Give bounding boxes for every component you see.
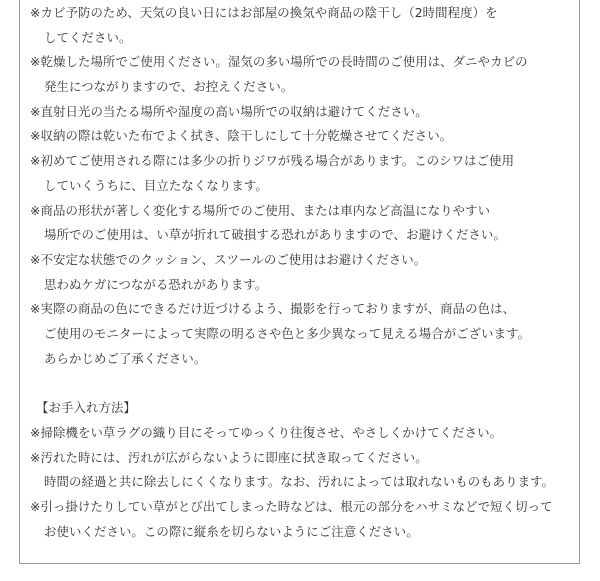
care-heading: 【お手入れ方法】: [36, 400, 136, 416]
care-line: ※掃除機をい草ラグの織り目にそってゆっくり往復させ、やさしくかけてください。: [30, 425, 503, 440]
note-line-continuation: していくうちに、目立たなくなります。: [44, 177, 268, 193]
notes-section: [30, 1, 575, 371]
care-line: ※汚れた時には、汚れが広がらないように即座に拭き取ってください。: [30, 449, 428, 465]
care-line-continuation: 時間の経過と共に除去しにくくなります。なお、汚れによっては取れないものもあります。: [44, 474, 555, 490]
note-line: ※実際の商品の色にできるだけ近づけるよう、撮影を行っておりますが、商品の色は、: [30, 301, 516, 317]
note-line-continuation: ご使用のモニターによって実際の明るさや色と多少異なって見える場合がございます。: [44, 325, 531, 341]
note-line: ※乾燥した場所でご使用ください。湿気の多い場所での長時間のご使用は、ダニやカビの: [30, 54, 528, 70]
care-line-continuation: お使いください。この際に縦糸を切らないようにご注意ください。: [44, 523, 419, 539]
note-line: ※収納の際は乾いた布でよく拭き、陰干しにして十分乾燥させてください。: [30, 128, 453, 144]
note-line: ※商品の形状が著しく変化する場所でのご使用、または車内など高温になりやすい: [30, 202, 491, 218]
section-spacer: [30, 371, 575, 396]
note-line: ※初めてご使用される際には多少の折りジワが残る場合があります。このシワはご使用: [30, 153, 515, 169]
note-line: ※カビ予防のため、天気の良い日にはお部屋の換気や商品の陰干し（2時間程度）を: [30, 5, 498, 20]
note-line-continuation: 発生につながりますので、お控えください。: [44, 79, 294, 95]
note-line: ※直射日光の当たる場所や湿度の高い場所での収納は避けてください。: [30, 103, 428, 119]
care-line: ※引っ掛けたりしてい草がとび出てしまった時などは、根元の部分をハサミなどで短く切って: [30, 499, 553, 515]
note-line-continuation: 場所でのご使用は、い草が折れて破損する恐れがありますので、お避けください。: [44, 227, 506, 243]
note-line-continuation: してください。: [44, 29, 132, 45]
note-line: ※不安定な状態でのクッション、スツールのご使用はお避けください。: [30, 251, 427, 267]
note-line-continuation: 思わぬケガにつながる恐れがあります。: [44, 276, 268, 292]
product-notes-content: [30, 1, 575, 544]
note-line-continuation: あらかじめご了承ください。: [44, 350, 207, 366]
care-section: [30, 396, 575, 544]
